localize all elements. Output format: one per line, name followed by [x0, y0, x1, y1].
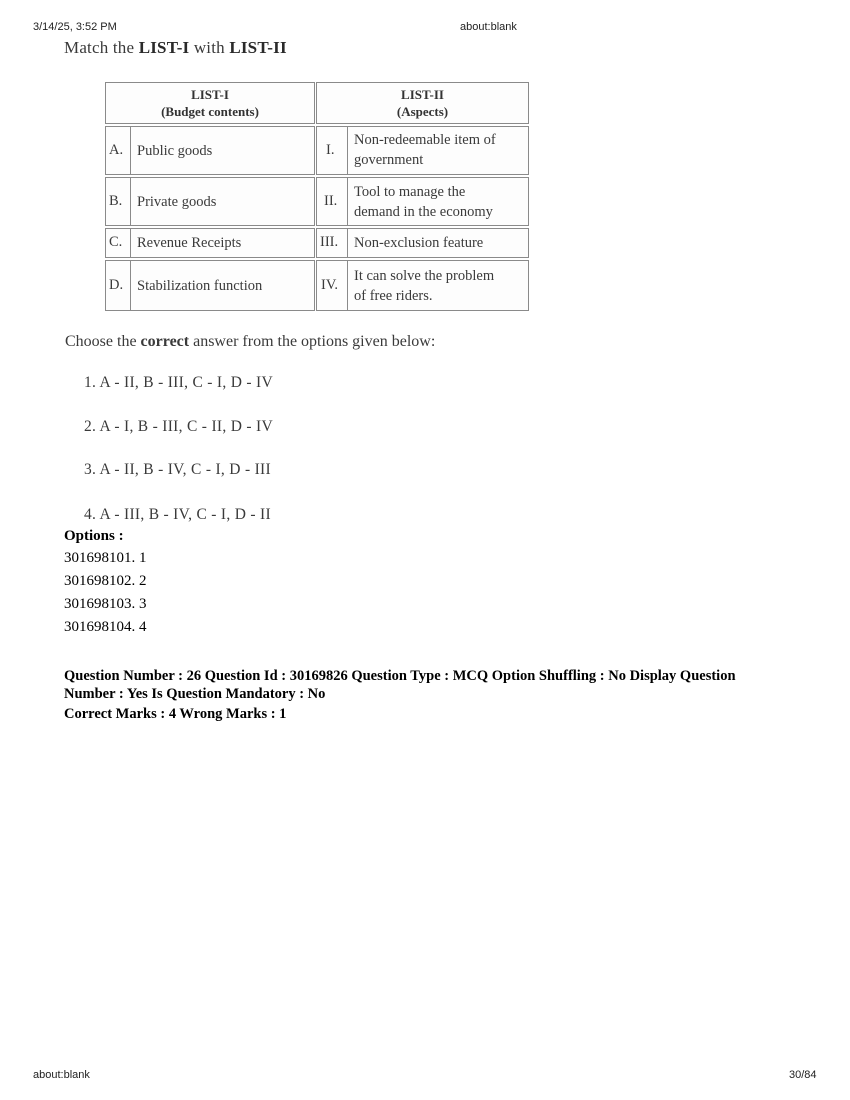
question-title	[64, 38, 287, 58]
list2-row-iv	[316, 260, 529, 311]
answer-option-1: 1. A - II, B - III, C - I, D - IV	[84, 374, 273, 391]
list1-row-d	[105, 260, 315, 311]
choose-suffix: answer from the options given below:	[189, 333, 436, 350]
row-iv-text-2: of free riders.	[354, 288, 433, 304]
choose-bold: correct	[140, 333, 190, 350]
row-c-letter: C.	[109, 234, 123, 250]
row-ii-text-1: Tool to manage the	[354, 184, 466, 200]
title-list2: LIST-II	[229, 38, 287, 57]
list2-header-cell	[316, 82, 529, 124]
row-ii-roman: II.	[324, 193, 338, 209]
title-prefix: Match the	[64, 38, 139, 57]
option-id-2: 301698102. 2	[64, 573, 147, 589]
answer-option-2: 2. A - I, B - III, C - II, D - IV	[84, 418, 273, 435]
list1-row-a	[105, 126, 315, 175]
list2-row-iii	[316, 228, 529, 258]
option-id-3: 301698103. 3	[64, 596, 147, 612]
answer-option-3: 3. A - II, B - IV, C - I, D - III	[84, 461, 271, 478]
row-ii-text-2: demand in the economy	[354, 204, 493, 220]
question-meta-line-2: Number : Yes Is Question Mandatory : No	[64, 686, 326, 702]
page-number: 30/84	[789, 1069, 817, 1081]
row-a-letter: A.	[109, 142, 124, 158]
row-iii-roman: III.	[320, 234, 339, 250]
list1-header-cell	[105, 82, 315, 124]
list2-subheader: (Aspects)	[396, 104, 449, 119]
print-url: about:blank	[460, 21, 517, 33]
row-c-text: Revenue Receipts	[137, 235, 242, 251]
title-list1: LIST-I	[138, 38, 190, 57]
row-iv-text-1: It can solve the problem	[354, 268, 495, 284]
row-i-text-1: Non-redeemable item of	[354, 132, 496, 148]
row-a-text: Public goods	[137, 143, 213, 159]
print-datetime: 3/14/25, 3:52 PM	[33, 21, 117, 33]
option-id-4: 301698104. 4	[64, 619, 147, 635]
list1-row-b	[105, 177, 315, 226]
row-i-text-2: government	[354, 152, 424, 168]
question-meta-line-1: Question Number : 26 Question Id : 30169826 Question Type : MCQ Option Shuffling : No Display Question	[64, 668, 736, 684]
question-marks: Correct Marks : 4 Wrong Marks : 1	[64, 706, 287, 722]
answer-option-4: 4. A - III, B - IV, C - I, D - II	[84, 506, 271, 523]
row-d-text: Stabilization function	[137, 278, 263, 294]
list2-row-ii	[316, 177, 529, 226]
row-b-text: Private goods	[137, 194, 217, 210]
choose-instruction	[65, 333, 435, 351]
row-iii-text-1: Non-exclusion feature	[354, 235, 484, 251]
list2-header: LIST-II	[401, 87, 444, 102]
row-iv-roman: IV.	[321, 277, 339, 293]
list1-row-c	[105, 228, 315, 258]
row-i-roman: I.	[326, 142, 335, 158]
choose-prefix: Choose the	[65, 333, 141, 350]
list1-header: LIST-I	[191, 87, 229, 102]
list1-subheader: (Budget contents)	[161, 104, 259, 119]
option-id-1: 301698101. 1	[64, 550, 147, 566]
options-label: Options :	[64, 528, 124, 544]
row-b-letter: B.	[109, 193, 123, 209]
list2-row-i	[316, 126, 529, 175]
footer-url: about:blank	[33, 1069, 90, 1081]
title-with: with	[189, 38, 230, 57]
row-d-letter: D.	[109, 277, 124, 293]
